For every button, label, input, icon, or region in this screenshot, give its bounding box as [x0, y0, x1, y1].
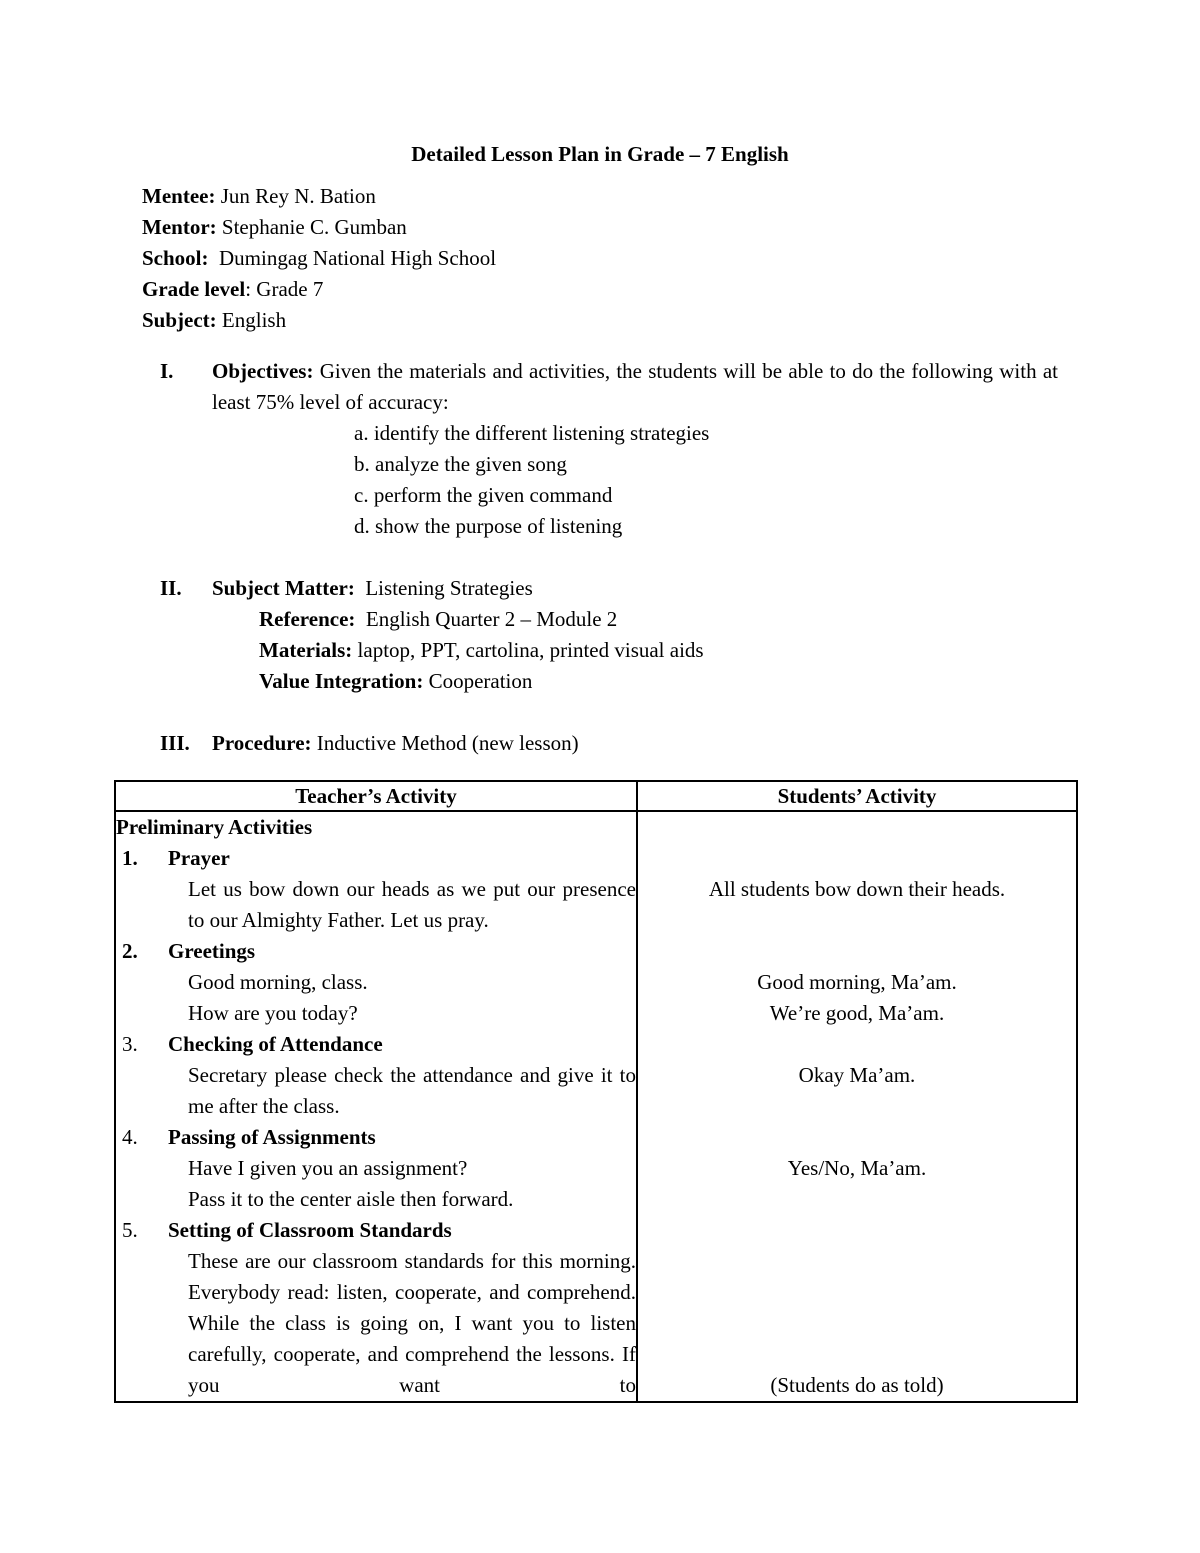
- activity-item-title: [116, 1215, 636, 1246]
- activity-title: Passing of Assignments: [168, 1125, 376, 1149]
- teacher-line: Have I given you an assignment?: [188, 1156, 468, 1180]
- student-line: All students bow down their heads.: [708, 877, 1006, 901]
- reference-value: English Quarter 2 – Module 2: [355, 607, 618, 631]
- subject-matter-line: [212, 573, 1058, 604]
- teacher-line: These are our classroom standards for this morning. Everybody read: listen, cooperate, and comprehend. While the class is going on, I want you to listen carefully, cooperate, and comprehend the lessons. If you want to: [188, 1249, 636, 1397]
- teacher-line: How are you today?: [188, 1001, 358, 1025]
- grade-level-value: : Grade 7: [245, 277, 324, 301]
- subject-matter-label: Subject Matter:: [212, 576, 355, 600]
- procedure-section: [142, 728, 1058, 759]
- objectives-description: Given the materials and activities, the students will be able to do the following with at least 75% level of accuracy:: [212, 359, 1059, 414]
- spacer: [638, 1308, 1076, 1339]
- school-row: [142, 243, 496, 274]
- activity-item-title: [116, 1029, 636, 1060]
- procedure-value: Inductive Method (new lesson): [311, 731, 579, 755]
- student-line: Good morning, Ma’am.: [757, 970, 957, 994]
- spacer: [638, 843, 1076, 874]
- student-line: (Students do as told): [770, 1373, 944, 1397]
- activity-number: 3.: [122, 1032, 138, 1056]
- activity-item-title: [116, 936, 636, 967]
- students-activity-header: Students’ Activity: [637, 781, 1077, 811]
- teacher-activity-cell: [115, 811, 637, 1402]
- materials-value: laptop, PPT, cartolina, printed visual aids: [352, 638, 704, 662]
- procedure-line: [212, 728, 1058, 759]
- activity-number: 1.: [122, 846, 138, 870]
- activity-number: 5.: [122, 1218, 138, 1242]
- spacer: [638, 1246, 1076, 1277]
- activity-number: 2.: [122, 939, 138, 963]
- objective-item: b. analyze the given song: [354, 452, 567, 476]
- activity-title: Checking of Attendance: [168, 1032, 383, 1056]
- objectives-list: [354, 418, 1058, 542]
- spacer: [638, 1122, 1076, 1153]
- student-line: We’re good, Ma’am.: [769, 1001, 945, 1025]
- subject-matter-value: Listening Strategies: [354, 576, 533, 600]
- school-label: School:: [142, 246, 209, 270]
- objective-item: d. show the purpose of listening: [354, 514, 623, 538]
- activity-title: Prayer: [168, 846, 230, 870]
- preliminary-activities-heading: Preliminary Activities: [116, 815, 313, 839]
- mentee-value: Jun Rey N. Bation: [215, 184, 376, 208]
- spacer: [638, 1091, 1076, 1122]
- student-line: Yes/No, Ma’am.: [787, 1156, 927, 1180]
- subject-matter-section: [142, 573, 1058, 697]
- value-integration-label: Value Integration:: [259, 669, 424, 693]
- procedure-number: III.: [160, 731, 190, 755]
- student-line: Okay Ma’am.: [798, 1063, 916, 1087]
- spacer: [638, 1277, 1076, 1308]
- activity-number: 4.: [122, 1125, 138, 1149]
- teacher-line: Let us bow down our heads as we put our presence to our Almighty Father. Let us pray.: [188, 877, 636, 932]
- activity-item-title: [116, 1122, 636, 1153]
- spacer: [638, 1184, 1076, 1215]
- mentor-value: Stephanie C. Gumban: [216, 215, 407, 239]
- mentee-label: Mentee:: [142, 184, 216, 208]
- reference-line: [259, 604, 1058, 635]
- mentee-row: [142, 181, 496, 212]
- spacer: [638, 1029, 1076, 1060]
- teacher-line: Secretary please check the attendance and give it to me after the class.: [188, 1063, 636, 1118]
- subject-label: Subject:: [142, 308, 217, 332]
- spacer: [638, 812, 1076, 843]
- spacer: [638, 905, 1076, 936]
- objectives-number: I.: [160, 359, 174, 383]
- subject-matter-number: II.: [160, 576, 182, 600]
- procedure-label: Procedure:: [212, 731, 312, 755]
- reference-label: Reference:: [259, 607, 356, 631]
- subject-row: [142, 305, 496, 336]
- lesson-info: [142, 181, 496, 336]
- activity-item-title: [116, 843, 636, 874]
- objective-item: a. identify the different listening strategies: [354, 421, 710, 445]
- mentor-label: Mentor:: [142, 215, 217, 239]
- table-header-row: [115, 781, 1077, 811]
- teacher-line: Good morning, class.: [188, 970, 368, 994]
- activity-title: Greetings: [168, 939, 256, 963]
- teacher-activity-header: Teacher’s Activity: [115, 781, 637, 811]
- document-title: Detailed Lesson Plan in Grade – 7 English: [411, 142, 789, 166]
- value-integration-value: Cooperation: [423, 669, 533, 693]
- mentor-row: [142, 212, 496, 243]
- materials-line: [259, 635, 1058, 666]
- activity-title: Setting of Classroom Standards: [168, 1218, 452, 1242]
- objectives-section: [142, 356, 1058, 542]
- objectives-label: Objectives:: [212, 359, 314, 383]
- spacer: [638, 936, 1076, 967]
- spacer: [638, 1339, 1076, 1370]
- grade-level-row: [142, 274, 496, 305]
- objective-item: c. perform the given command: [354, 483, 613, 507]
- grade-level-label: Grade level: [142, 277, 246, 301]
- students-activity-cell: [637, 811, 1077, 1402]
- teacher-line: Pass it to the center aisle then forward.: [188, 1187, 514, 1211]
- activity-table: [114, 780, 1078, 1403]
- table-row: [115, 811, 1077, 1402]
- subject-value: English: [216, 308, 287, 332]
- objectives-text: [212, 356, 1058, 418]
- value-integration-line: [259, 666, 1058, 697]
- spacer: [638, 1215, 1076, 1246]
- school-value: Dumingag National High School: [208, 246, 497, 270]
- materials-label: Materials:: [259, 638, 353, 662]
